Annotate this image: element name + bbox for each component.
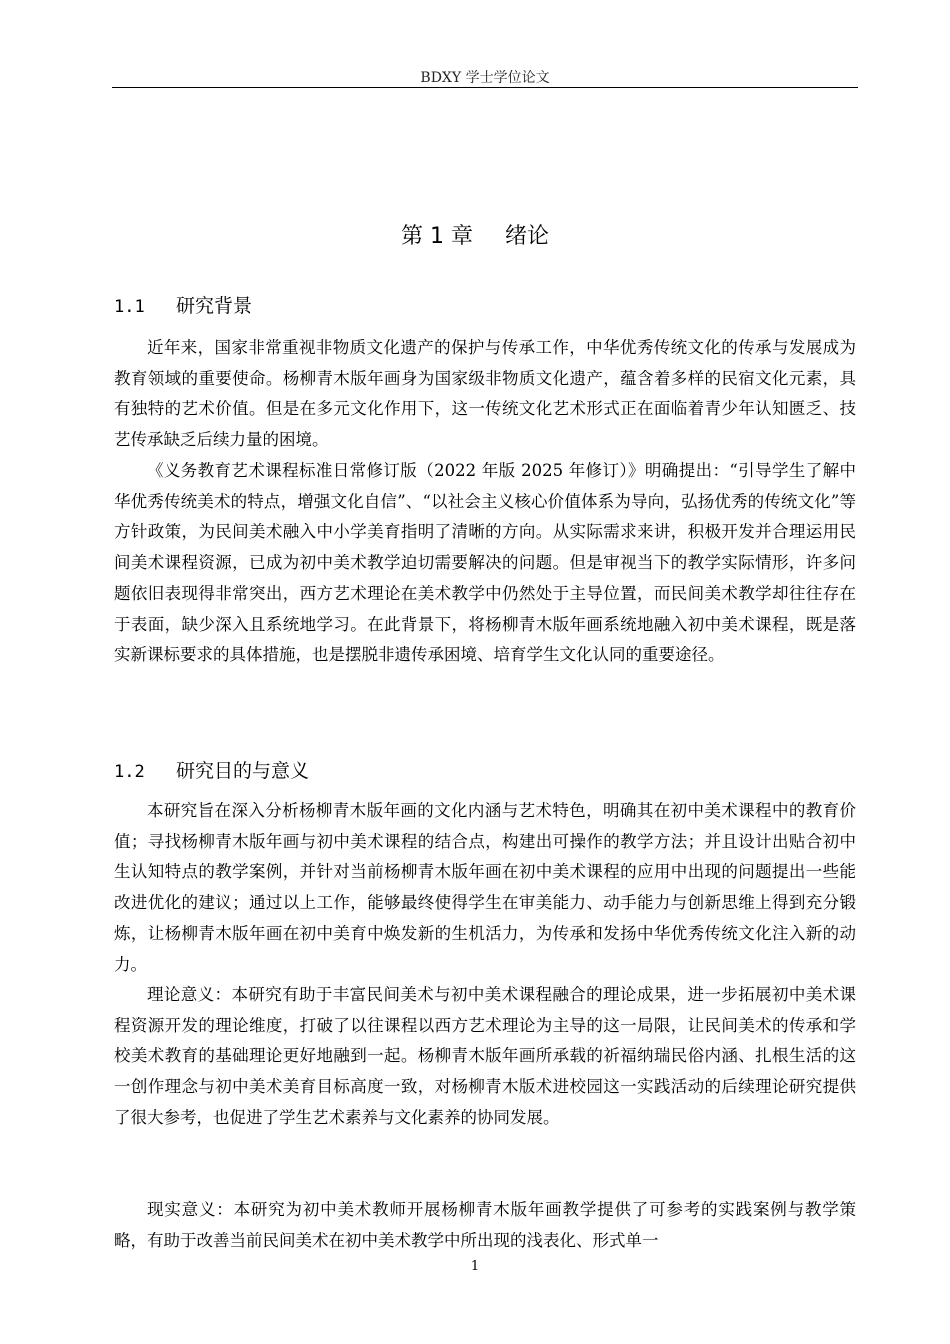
chapter-number: 第 1 章 — [401, 224, 473, 249]
section-heading-1-1 — [114, 293, 252, 320]
section-heading-1-2 — [114, 758, 309, 785]
paragraph: 《义务教育艺术课程标准日常修订版（2022 年版 2025 年修订）》明确提出：“引导学生了解中华优秀传统美术的特点，增强文化自信”、“以社会主义核心价值体系为导向，弘扬优秀的传统文化”等方针政策，为民间美术融入中小学美育指明了清晰的方向。从实际需求来讲，积极开发并合理运用民间美术课程资源，已成为初中美术教学迫切需要解决的问题。但是审视当下的教学实际情形，许多问题依旧表现得非常突出，西方艺术理论在美术教学中仍然处于主导位置，而民间美术教学却往往存在于表面，缺少深入且系统地学习。在此背景下，将杨柳青木版年画系统地融入初中美术课程，既是落实新课标要求的具体措施，也是摆脱非遗传承困境、培育学生文化认同的重要途径。 — [114, 461, 856, 665]
paragraph: 本研究旨在深入分析杨柳青木版年画的文化内涵与艺术特色，明确其在初中美术课程中的教育价值；寻找杨柳青木版年画与初中美术课程的结合点，构建出可操作的教学方法；并且设计出贴合初中生认知特点的教学案例，并针对当前杨柳青木版年画在初中美术课程的应用中出现的问题提出一些能改进优化的建议；通过以上工作，能够最终使得学生在审美能力、动手能力与创新思维上得到充分锻炼，让杨柳青木版年画在初中美育中焕发新的生机活力，为传承和发扬中华优秀传统文化注入新的动力。 — [114, 801, 856, 974]
running-header: BDXY 学士学位论文 — [420, 70, 550, 86]
page-number: 1 — [470, 1259, 480, 1274]
section-title: 研究目的与意义 — [176, 760, 310, 782]
section-number: 1.2 — [114, 762, 145, 782]
section-number: 1.1 — [114, 297, 145, 317]
section-title: 研究背景 — [176, 295, 253, 317]
paragraph: 理论意义：本研究有助于丰富民间美术与初中美术课程融合的理论成果，进一步拓展初中美术课程资源开发的理论维度，打破了以往课程以西方艺术理论为主导的这一局限，让民间美术的传承和学校美术教育的基础理论更好地融到一起。杨柳青木版年画所承载的祈福纳瑞民俗内涵、扎根生活的这一创作理念与初中美术美育目标高度一致，对杨柳青木版术进校园这一实践活动的后续理论研究提供了很大参考，也促进了学生艺术素养与文化素养的协同发展。 — [114, 985, 856, 1127]
header-rule — [112, 87, 858, 88]
chapter-title — [0, 222, 950, 252]
chapter-name: 绪论 — [504, 224, 549, 249]
paragraph: 现实意义：本研究为初中美术教师开展杨柳青木版年画教学提供了可参考的实践案例与教学策略，有助于改善当前民间美术在初中美术教学中所出现的浅表化、形式单一 — [114, 1200, 856, 1250]
paragraph: 近年来，国家非常重视非物质文化遗产的保护与传承工作，中华优秀传统文化的传承与发展成为教育领域的重要使命。杨柳青木版年画身为国家级非物质文化遗产，蕴含着多样的民宿文化元素，具有独特的艺术价值。但是在多元文化作用下，这一传统文化艺术形式正在面临着青少年认知匮乏、技艺传承缺乏后续力量的困境。 — [114, 338, 856, 450]
